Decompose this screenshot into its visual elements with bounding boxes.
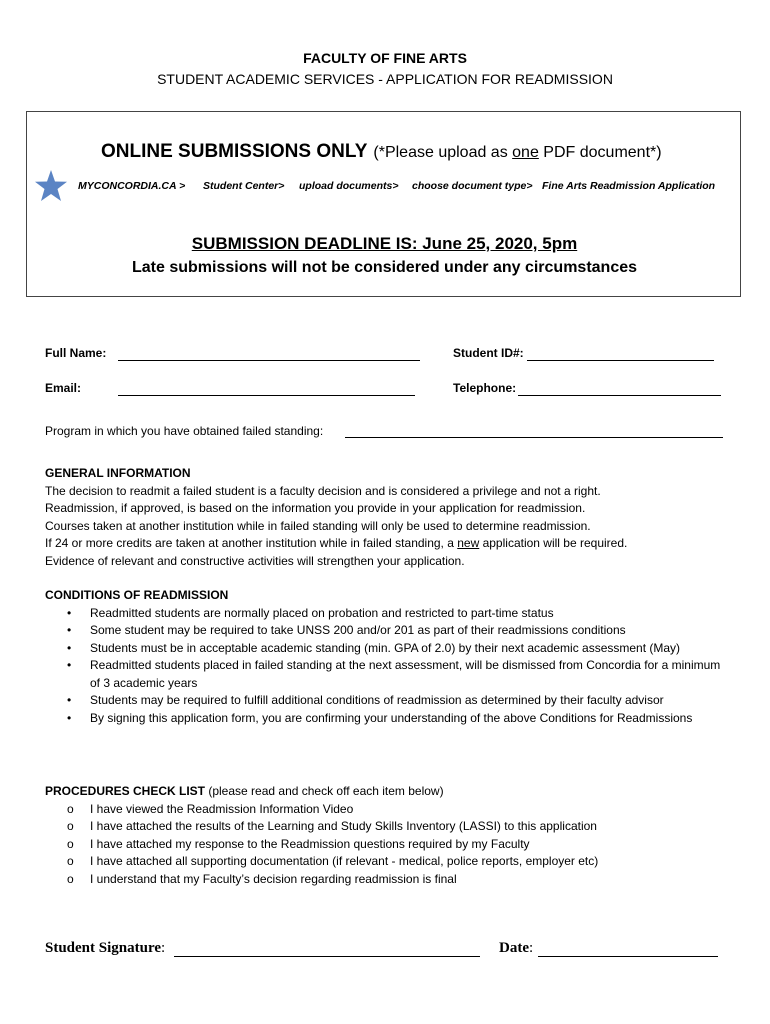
condition-text: Students must be in acceptable academic standing (min. GPA of 2.0) by their next academic assessment (May) — [90, 640, 681, 655]
condition-text: Readmitted students are normally placed on probation and restricted to part-time status — [90, 605, 554, 620]
full-name-label: Full Name: — [45, 346, 107, 360]
checklist-item[interactable] — [45, 871, 730, 889]
program-label: Program in which you have obtained failed standing: — [45, 424, 324, 438]
checklist-item[interactable] — [45, 818, 730, 836]
student-id-label: Student ID#: — [453, 346, 524, 360]
telephone-field[interactable] — [518, 395, 721, 396]
checklist-text: I understand that my Faculty’s decision regarding readmission is final — [90, 871, 457, 886]
condition-item — [45, 605, 730, 623]
bullet-icon: • — [67, 693, 72, 707]
bullet-icon: • — [67, 605, 72, 620]
email-field[interactable] — [118, 395, 415, 396]
late-submission-warning: Late submissions will not be considered under any circumstances — [131, 259, 638, 276]
telephone-label: Telephone: — [453, 381, 517, 395]
conditions-section — [45, 587, 730, 727]
bullet-icon: • — [67, 658, 72, 672]
date-field[interactable] — [538, 956, 718, 957]
general-information-section — [45, 465, 627, 570]
date-label: Date: — [499, 940, 534, 956]
upload-note-emphasis: one — [512, 144, 539, 161]
path-step-application: Fine Arts Readmission Application — [542, 180, 716, 192]
student-signature-text: Student Signature — [45, 940, 162, 956]
bullet-icon: • — [67, 623, 72, 637]
student-signature-label: Student Signature: — [45, 940, 166, 956]
faculty-title: FACULTY OF FINE ARTS — [303, 50, 467, 66]
condition-text: By signing this application form, you are confirming your understanding of the above Conditions for Readmissions — [90, 710, 693, 725]
checklist-item[interactable] — [45, 853, 730, 871]
general-line4-pre: If 24 or more credits are taken at another institution while in failed standing, a — [45, 536, 458, 550]
procedures-title: PROCEDURES CHECK LIST — [45, 784, 206, 798]
general-line: The decision to readmit a failed student is a faculty decision and is considered a privilege and not a right. — [45, 483, 601, 498]
condition-item — [45, 640, 730, 658]
checkbox-circle-icon[interactable]: o — [67, 801, 74, 816]
condition-text: Readmitted students placed in failed standing at the next assessment, will be dismissed from Concordia for a minimum of 3 academic years — [90, 658, 721, 690]
general-information-title: GENERAL INFORMATION — [45, 466, 191, 480]
bullet-icon: • — [67, 710, 72, 725]
procedures-checklist — [45, 801, 730, 889]
date-text: Date — [499, 940, 529, 956]
online-submission-heading — [101, 141, 662, 163]
checklist-text: I have attached my response to the Readmission questions required by my Faculty — [90, 836, 530, 851]
program-field[interactable] — [345, 437, 723, 438]
condition-text: Some student may be required to take UNSS 200 and/or 201 as part of their readmissions conditions — [90, 623, 626, 637]
online-title: ONLINE SUBMISSIONS ONLY — [101, 141, 368, 162]
upload-note-post: PDF document*) — [538, 144, 662, 161]
general-line4-post: application will be required. — [479, 536, 628, 550]
checkbox-circle-icon[interactable]: o — [67, 819, 74, 833]
checklist-text: I have attached the results of the Learning and Study Skills Inventory (LASSI) to this application — [90, 819, 597, 833]
conditions-title: CONDITIONS OF READMISSION — [45, 588, 229, 602]
general-line: Readmission, if approved, is based on the information you provide in your application for readmission. — [45, 501, 586, 515]
procedures-heading — [45, 783, 730, 801]
form-title: STUDENT ACADEMIC SERVICES - APPLICATION FOR READMISSION — [157, 71, 613, 87]
submission-notice-box — [26, 111, 741, 297]
path-step-site: MYCONCORDIA.CA > — [78, 180, 186, 192]
condition-item — [45, 657, 730, 692]
condition-item — [45, 710, 730, 728]
general-line: Courses taken at another institution while in failed standing will only be used to determine readmission. — [45, 518, 591, 533]
checklist-item[interactable] — [45, 836, 730, 854]
general-line4-emphasis: new — [457, 536, 480, 550]
star-icon — [34, 169, 68, 203]
submission-deadline: SUBMISSION DEADLINE IS: June 25, 2020, 5pm — [191, 234, 578, 253]
student-signature-field[interactable] — [174, 956, 480, 957]
procedures-section — [45, 783, 730, 888]
general-line: Evidence of relevant and constructive activities will strengthen your application. — [45, 553, 465, 568]
path-step-center: Student Center> — [203, 180, 285, 192]
condition-text: Students may be required to fulfill additional conditions of readmission as determined by their faculty advisor — [90, 693, 664, 707]
condition-item — [45, 622, 730, 640]
conditions-list — [45, 605, 730, 728]
full-name-field[interactable] — [118, 360, 420, 361]
path-step-type: choose document type> — [412, 180, 533, 192]
student-id-field[interactable] — [527, 360, 714, 361]
condition-item — [45, 692, 730, 710]
checkbox-circle-icon[interactable]: o — [67, 836, 74, 851]
checkbox-circle-icon[interactable]: o — [67, 871, 74, 886]
path-step-upload: upload documents> — [299, 180, 399, 192]
bullet-icon: • — [67, 640, 72, 655]
checklist-text: I have attached all supporting documentation (if relevant - medical, police reports, employer etc) — [90, 854, 599, 868]
checkbox-circle-icon[interactable]: o — [67, 854, 74, 868]
upload-note-pre: (*Please upload as — [373, 144, 513, 161]
checklist-text: I have viewed the Readmission Information Video — [90, 801, 354, 816]
general-line — [45, 535, 627, 553]
email-label: Email: — [45, 381, 82, 395]
checklist-item[interactable] — [45, 801, 730, 819]
upload-note — [373, 144, 661, 161]
procedures-subtitle: (please read and check off each item below) — [205, 784, 444, 798]
